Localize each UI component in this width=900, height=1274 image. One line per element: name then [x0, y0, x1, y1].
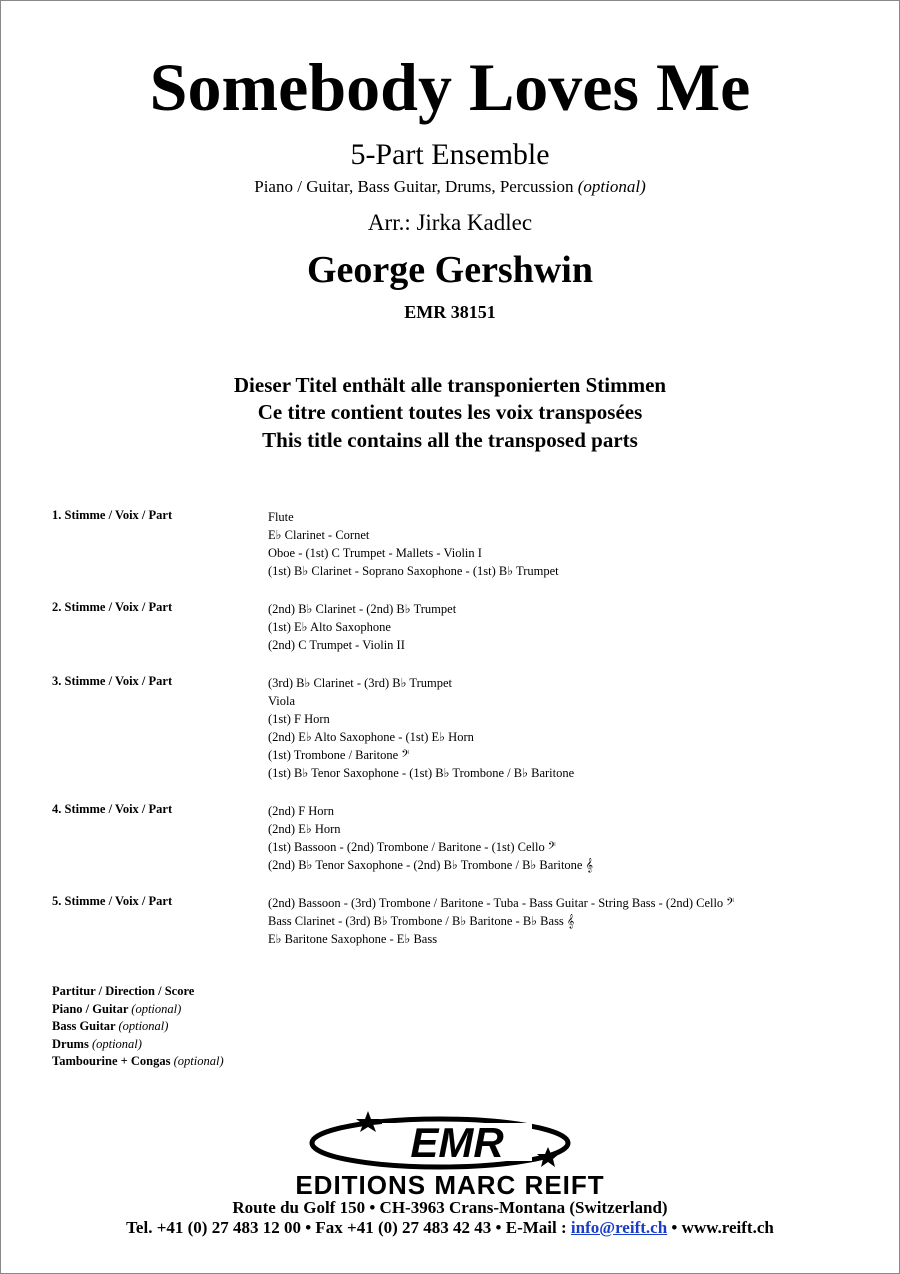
part-instrument: E♭ Clarinet - Cornet — [268, 528, 370, 542]
ensemble-subtitle: 5-Part Ensemble — [350, 138, 550, 171]
logo-text: EMR — [410, 1119, 504, 1166]
extra-part-label: Drums — [52, 1036, 89, 1051]
part-label: 4. Stimme / Voix / Part — [52, 802, 173, 816]
extra-part-note: (optional) — [118, 1019, 169, 1033]
parts-list — [52, 508, 882, 968]
part-instrument: (2nd) Bassoon - (3rd) Trombone / Baritone - Tuba - Bass Guitar - String Bass - (2nd) Cello 𝄢 — [268, 896, 735, 910]
notice-french: Ce titre contient toutes les voix transposées — [257, 400, 643, 424]
catalog-number: EMR 38151 — [404, 302, 496, 322]
instrumentation-text: Piano / Guitar, Bass Guitar, Drums, Percussion — [254, 177, 574, 196]
part-row-5 — [52, 894, 882, 948]
page-title: Somebody Loves Me — [149, 49, 751, 125]
additional-parts — [52, 983, 224, 1071]
part-instrument: (1st) E♭ Alto Saxophone — [268, 620, 391, 634]
part-row-2 — [52, 600, 882, 654]
contact-website: • www.reift.ch — [667, 1218, 774, 1237]
composer: George Gershwin — [306, 249, 593, 291]
emr-logo — [300, 1105, 600, 1175]
publisher-contact — [0, 1218, 900, 1238]
part-instrument: (2nd) C Trumpet - Violin II — [268, 638, 405, 652]
extra-part-label: Partitur / Direction / Score — [52, 984, 195, 998]
extra-part-note: (optional) — [173, 1054, 224, 1068]
extra-part — [52, 1053, 224, 1071]
part-label: 5. Stimme / Voix / Part — [52, 894, 173, 908]
arranger: Arr.: Jirka Kadlec — [367, 210, 533, 235]
part-instrument: (2nd) E♭ Horn — [268, 822, 341, 836]
part-instrument: (2nd) F Horn — [268, 804, 334, 818]
part-label: 3. Stimme / Voix / Part — [52, 674, 173, 688]
part-instrument: (1st) Bassoon - (2nd) Trombone / Baritone - (1st) Cello 𝄢 — [268, 840, 556, 854]
part-row-1 — [52, 508, 882, 580]
part-label: 1. Stimme / Voix / Part — [52, 508, 173, 522]
part-instrument: (1st) F Horn — [268, 712, 330, 726]
extra-part — [52, 983, 224, 1001]
extra-part-label: Tambourine + Congas — [52, 1054, 171, 1068]
part-label: 2. Stimme / Voix / Part — [52, 600, 173, 614]
contact-phone-fax: Tel. +41 (0) 27 483 12 00 • Fax +41 (0) 27 483 42 43 • E-Mail : — [126, 1218, 571, 1237]
part-instrument: Flute — [268, 510, 294, 524]
extra-part — [52, 1036, 224, 1054]
publisher-name: EDITIONS MARC REIFT — [295, 1170, 605, 1200]
part-instrument: E♭ Baritone Saxophone - E♭ Bass — [268, 932, 438, 946]
notice-german: Dieser Titel enthält alle transponierten Stimmen — [233, 373, 667, 397]
part-instrument: (3rd) B♭ Clarinet - (3rd) B♭ Trumpet — [268, 676, 452, 690]
part-instrument: Bass Clarinet - (3rd) B♭ Trombone / B♭ Baritone - B♭ Bass 𝄞 — [268, 914, 575, 928]
optional-note: (optional) — [577, 177, 646, 196]
part-instrument: (2nd) B♭ Tenor Saxophone - (2nd) B♭ Trombone / B♭ Baritone 𝄞 — [268, 858, 593, 872]
extra-part-note: (optional) — [131, 1001, 182, 1016]
part-instrument: (2nd) E♭ Alto Saxophone - (1st) E♭ Horn — [268, 730, 474, 744]
email-link[interactable]: info@reift.ch — [570, 1218, 668, 1237]
part-instrument: (1st) Trombone / Baritone 𝄢 — [268, 748, 410, 762]
logo-star-left — [356, 1111, 380, 1132]
part-instrument: (2nd) B♭ Clarinet - (2nd) B♭ Trumpet — [268, 602, 457, 616]
part-instrument: (1st) B♭ Clarinet - Soprano Saxophone - (1st) B♭ Trumpet — [268, 564, 559, 578]
publisher-address: Route du Golf 150 • CH-3963 Crans-Montana (Switzerland) — [232, 1198, 668, 1217]
extra-part-label: Piano / Guitar — [52, 1001, 129, 1016]
notice-english: This title contains all the transposed parts — [262, 428, 638, 452]
part-instrument: Oboe - (1st) C Trumpet - Mallets - Violin I — [268, 546, 482, 560]
extra-part-label: Bass Guitar — [52, 1019, 116, 1033]
part-row-3 — [52, 674, 882, 782]
instrumentation-line — [0, 177, 900, 197]
extra-part — [52, 1018, 224, 1036]
part-instrument: Viola — [268, 694, 296, 708]
extra-part — [52, 1001, 224, 1019]
part-row-4 — [52, 802, 882, 874]
part-instrument: (1st) B♭ Tenor Saxophone - (1st) B♭ Trombone / B♭ Baritone — [268, 766, 575, 780]
extra-part-note: (optional) — [91, 1036, 142, 1051]
